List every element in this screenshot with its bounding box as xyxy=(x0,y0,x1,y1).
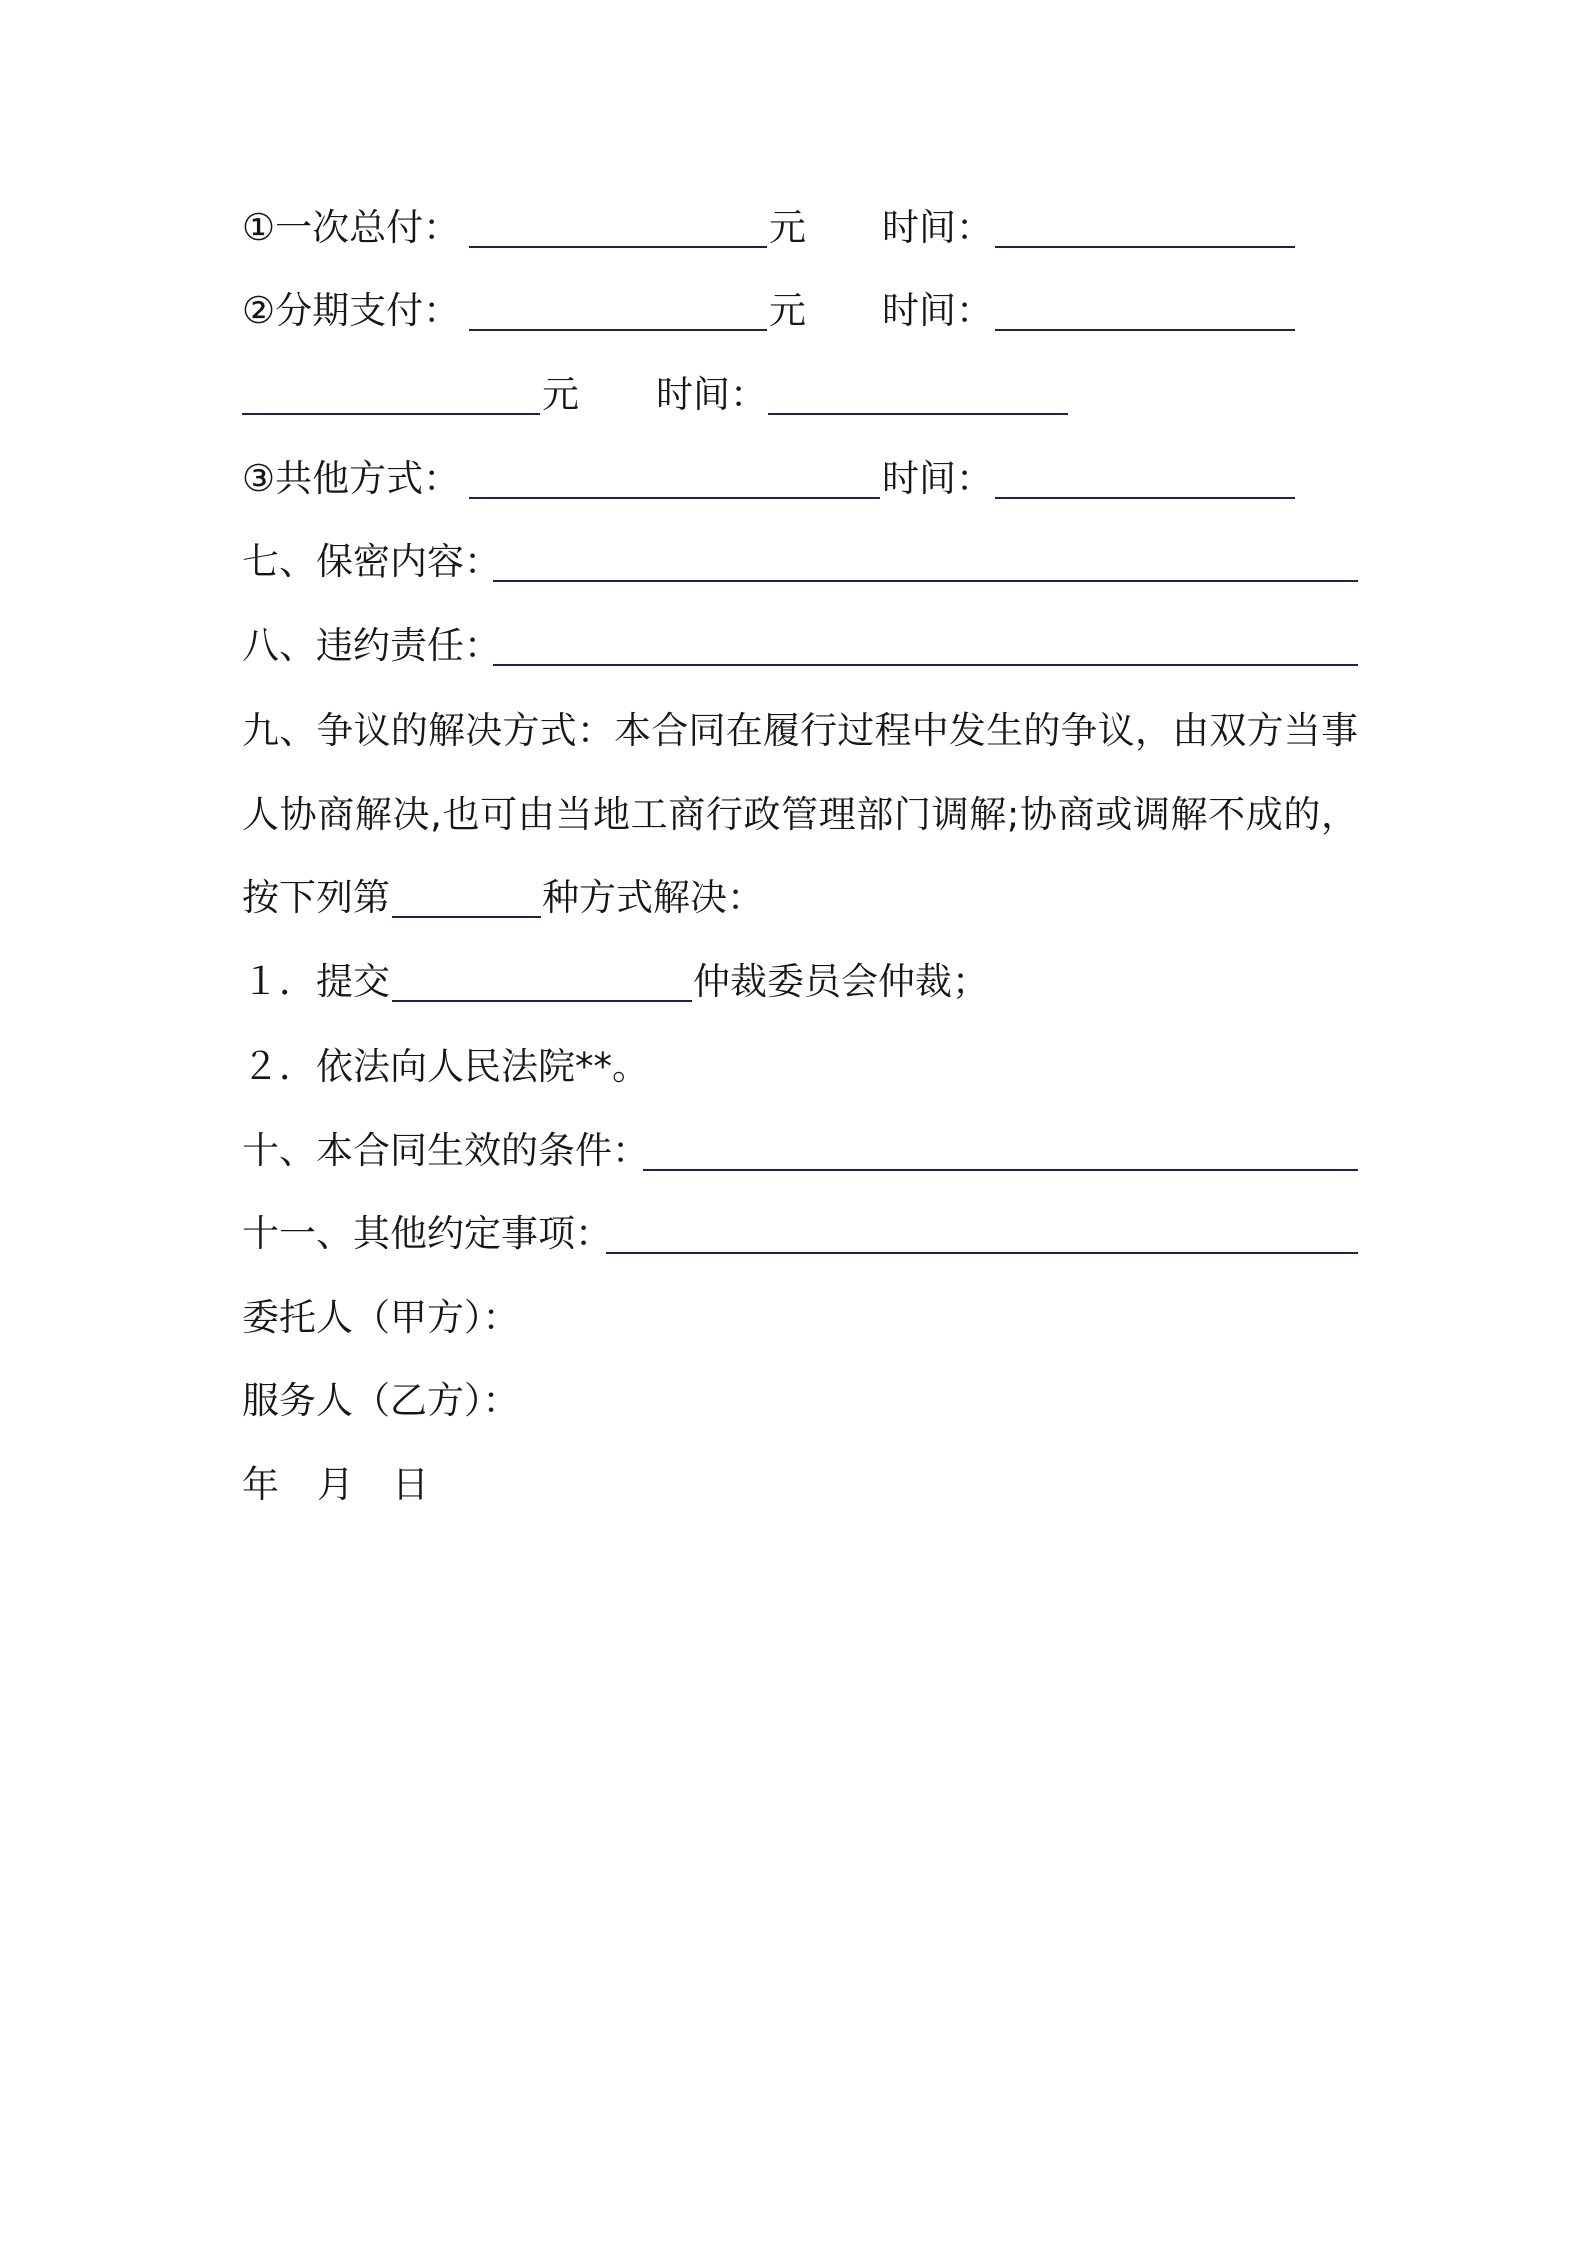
arbitration-committee-blank xyxy=(392,1000,692,1002)
provider-line xyxy=(0,1380,1586,1422)
date-line xyxy=(0,1464,1586,1506)
installment-label: ②分期支付： xyxy=(242,289,461,332)
dispute-text-1: 九、争议的解决方式：本合同在履行过程中发生的争议，由双方当事 xyxy=(242,710,1358,752)
dispute-option-2-text: ２．依法向人民法院**。 xyxy=(242,1045,649,1088)
date-day-label: 日 xyxy=(392,1463,429,1506)
installment-time-blank xyxy=(995,329,1295,331)
liability-line xyxy=(0,625,1586,667)
dispute-option-1-suffix: 仲裁委员会仲裁； xyxy=(693,960,989,1003)
liability-label: 八、违约责任： xyxy=(242,624,501,667)
lump-sum-amount-blank xyxy=(469,246,767,248)
effective-conditions-blank xyxy=(643,1169,1358,1171)
other-method-time-label: 时间： xyxy=(882,457,993,500)
dispute-option-2-line xyxy=(0,1046,1586,1088)
payment-lump-sum-line xyxy=(0,207,1586,249)
dispute-choice-blank xyxy=(392,916,541,918)
installment-time-label: 时间： xyxy=(882,289,993,332)
lump-sum-time-blank xyxy=(995,246,1295,248)
dispute-option-1-line xyxy=(0,961,1586,1003)
effective-conditions-label: 十、本合同生效的条件： xyxy=(242,1129,649,1172)
date-month-label: 月 xyxy=(317,1463,354,1506)
dispute-text-2: 人协商解决,也可由当地工商行政管理部门调解;协商或调解不成的， xyxy=(242,794,1358,836)
other-terms-blank xyxy=(606,1252,1358,1254)
liability-blank xyxy=(493,664,1358,666)
dispute-paragraph-line-1 xyxy=(0,710,1586,752)
payment-other-line xyxy=(0,458,1586,500)
client-line xyxy=(0,1297,1586,1339)
payment-installment-second-line xyxy=(0,374,1586,416)
confidentiality-line xyxy=(0,541,1586,583)
date-year-label: 年 xyxy=(242,1463,279,1506)
payment-installment-line xyxy=(0,290,1586,332)
other-terms-label: 十一、其他约定事项： xyxy=(242,1212,612,1255)
installment-second-amount-blank xyxy=(242,413,540,415)
installment-second-time-blank xyxy=(768,413,1068,415)
installment-unit: 元 xyxy=(769,289,806,332)
installment-second-time-label: 时间： xyxy=(656,373,767,416)
other-method-time-blank xyxy=(995,497,1295,499)
other-terms-line xyxy=(0,1213,1586,1255)
dispute-choice-prefix: 按下列第 xyxy=(242,876,390,919)
lump-sum-label: ①一次总付： xyxy=(242,206,461,249)
installment-second-unit: 元 xyxy=(542,373,579,416)
dispute-option-1-prefix: １．提交 xyxy=(242,960,390,1003)
dispute-choice-suffix: 种方式解决： xyxy=(542,876,764,919)
other-method-blank xyxy=(469,497,880,499)
lump-sum-unit: 元 xyxy=(769,206,806,249)
effective-conditions-line xyxy=(0,1130,1586,1172)
provider-label: 服务人（乙方）： xyxy=(242,1379,520,1422)
installment-amount-blank xyxy=(469,329,767,331)
dispute-choice-line xyxy=(0,877,1586,919)
client-label: 委托人（甲方）： xyxy=(242,1296,520,1339)
confidentiality-blank xyxy=(493,580,1358,582)
lump-sum-time-label: 时间： xyxy=(882,206,993,249)
dispute-paragraph-line-2 xyxy=(0,794,1586,836)
other-method-label: ③共他方式： xyxy=(242,457,461,500)
confidentiality-label: 七、保密内容： xyxy=(242,540,501,583)
